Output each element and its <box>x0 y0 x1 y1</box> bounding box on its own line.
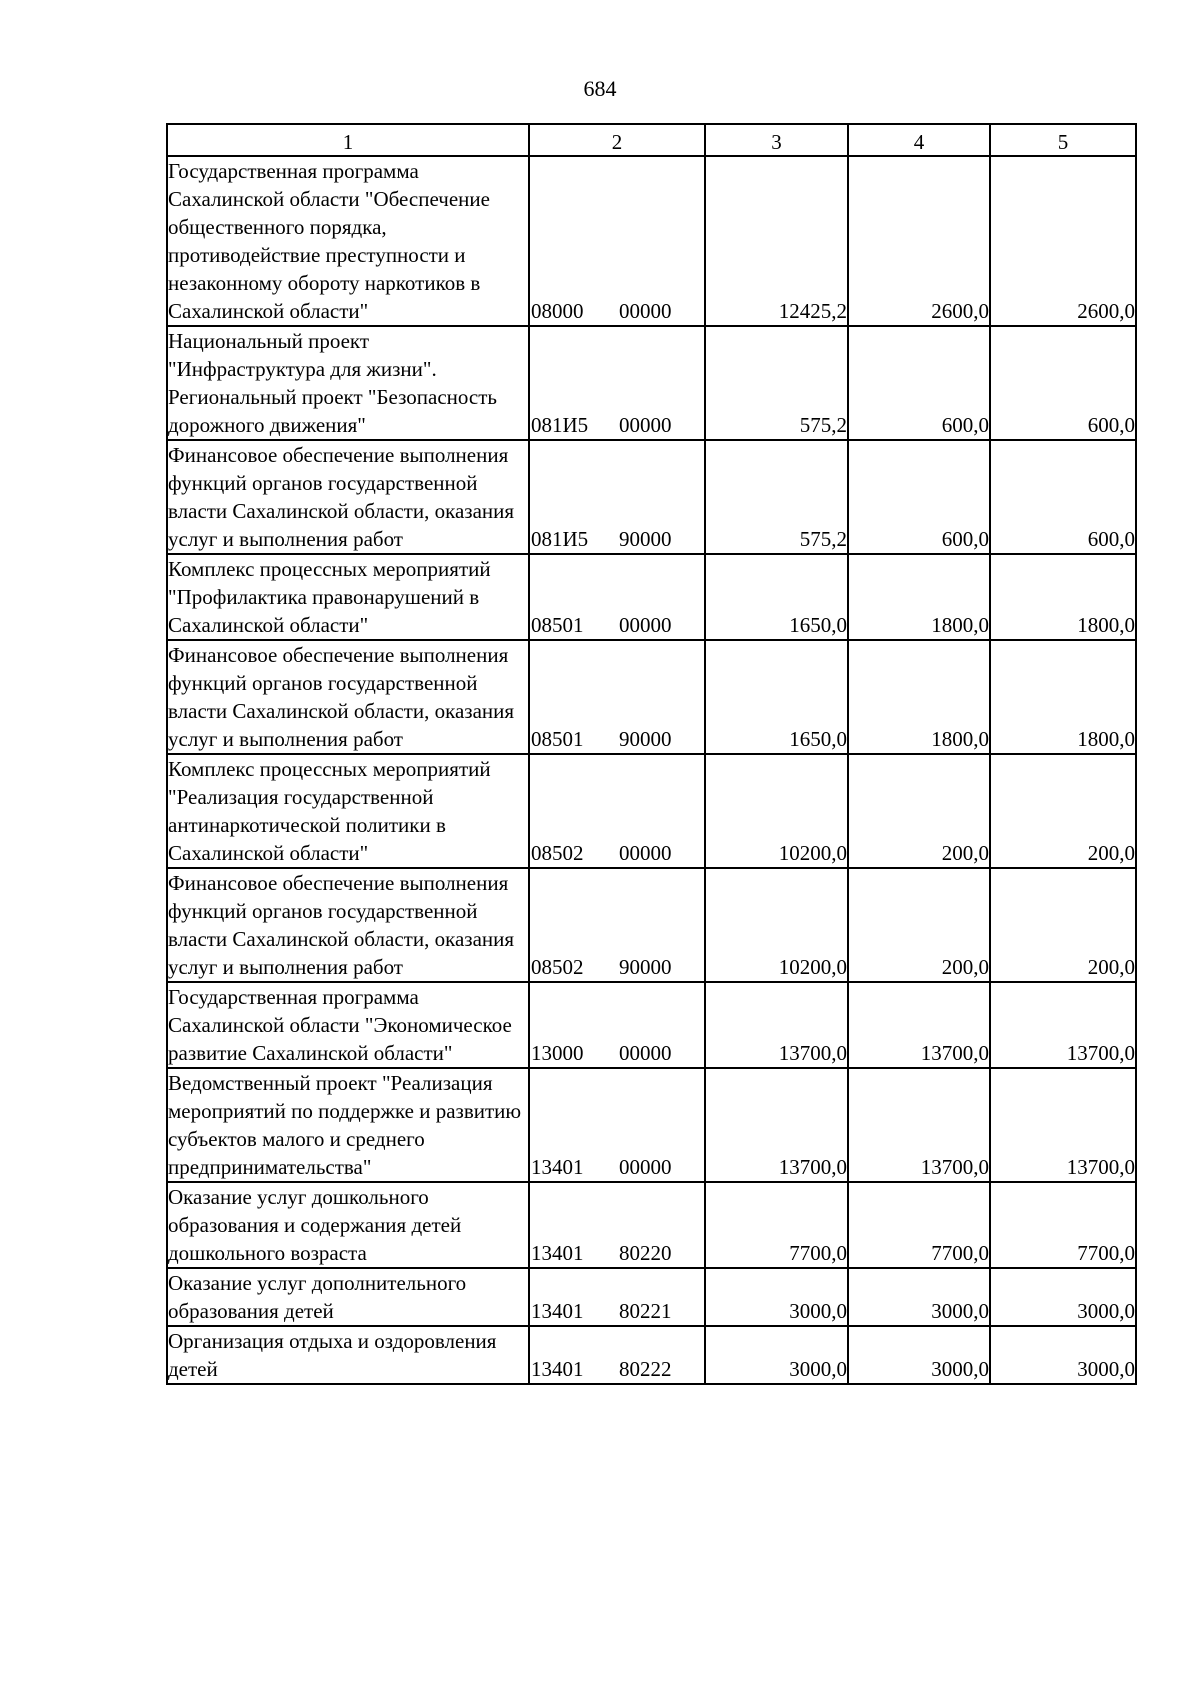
value-col-3: 1650,0 <box>705 640 848 754</box>
value-col-4: 200,0 <box>848 868 990 982</box>
table-row <box>167 1068 1136 1182</box>
program-code: 13401 <box>531 1241 584 1265</box>
program-code: 08501 <box>531 613 584 637</box>
expense-code: 90000 <box>619 955 672 979</box>
program-code: 13401 <box>531 1299 584 1323</box>
value-col-4: 1800,0 <box>848 554 990 640</box>
row-code <box>529 156 705 326</box>
value-col-3: 7700,0 <box>705 1182 848 1268</box>
row-name: Оказание услуг дополнительного образования детей <box>167 1268 529 1326</box>
value-col-4: 3000,0 <box>848 1326 990 1384</box>
table-row <box>167 640 1136 754</box>
row-code <box>529 1068 705 1182</box>
expense-code: 80222 <box>619 1357 672 1381</box>
value-col-3: 575,2 <box>705 440 848 554</box>
program-code: 08000 <box>531 299 584 323</box>
expense-code: 00000 <box>619 613 672 637</box>
value-col-5: 600,0 <box>990 326 1136 440</box>
expense-code: 80220 <box>619 1241 672 1265</box>
table-row <box>167 1268 1136 1326</box>
value-col-5: 600,0 <box>990 440 1136 554</box>
expense-code: 00000 <box>619 299 672 323</box>
value-col-5: 200,0 <box>990 754 1136 868</box>
value-col-4: 7700,0 <box>848 1182 990 1268</box>
row-code <box>529 754 705 868</box>
table-row <box>167 156 1136 326</box>
row-name: Национальный проект "Инфраструктура для жизни". Региональный проект "Безопасность дорожного движения" <box>167 326 529 440</box>
row-code <box>529 554 705 640</box>
value-col-5: 2600,0 <box>990 156 1136 326</box>
row-code <box>529 440 705 554</box>
expense-code: 00000 <box>619 841 672 865</box>
header-col-1: 1 <box>167 124 529 156</box>
row-name: Организация отдыха и оздоровления детей <box>167 1326 529 1384</box>
row-code <box>529 1268 705 1326</box>
value-col-4: 1800,0 <box>848 640 990 754</box>
row-code <box>529 1326 705 1384</box>
table-row <box>167 754 1136 868</box>
expense-code: 80221 <box>619 1299 672 1323</box>
value-col-4: 600,0 <box>848 440 990 554</box>
value-col-5: 13700,0 <box>990 982 1136 1068</box>
program-code: 08502 <box>531 841 584 865</box>
value-col-4: 3000,0 <box>848 1268 990 1326</box>
value-col-5: 7700,0 <box>990 1182 1136 1268</box>
program-code: 08502 <box>531 955 584 979</box>
header-col-5: 5 <box>990 124 1136 156</box>
row-name: Финансовое обеспечение выполнения функций органов государственной власти Сахалинской области, оказания услуг и выполнения работ <box>167 868 529 982</box>
table-row <box>167 440 1136 554</box>
program-code: 081И5 <box>531 413 589 437</box>
value-col-5: 3000,0 <box>990 1326 1136 1384</box>
value-col-3: 13700,0 <box>705 982 848 1068</box>
value-col-5: 200,0 <box>990 868 1136 982</box>
value-col-3: 575,2 <box>705 326 848 440</box>
page-number: 684 <box>583 76 617 101</box>
row-code <box>529 640 705 754</box>
value-col-3: 10200,0 <box>705 868 848 982</box>
expense-code: 90000 <box>619 527 672 551</box>
table-row <box>167 1182 1136 1268</box>
header-row <box>167 124 1136 156</box>
header-col-3: 3 <box>705 124 848 156</box>
header-col-2: 2 <box>529 124 705 156</box>
row-code <box>529 326 705 440</box>
value-col-3: 12425,2 <box>705 156 848 326</box>
table-row <box>167 554 1136 640</box>
program-code: 08501 <box>531 727 584 751</box>
value-col-3: 1650,0 <box>705 554 848 640</box>
budget-table <box>166 123 1137 1385</box>
value-col-4: 600,0 <box>848 326 990 440</box>
row-code <box>529 1182 705 1268</box>
value-col-5: 1800,0 <box>990 640 1136 754</box>
table-row <box>167 326 1136 440</box>
header-col-4: 4 <box>848 124 990 156</box>
value-col-5: 3000,0 <box>990 1268 1136 1326</box>
expense-code: 90000 <box>619 727 672 751</box>
value-col-5: 13700,0 <box>990 1068 1136 1182</box>
row-code <box>529 982 705 1068</box>
program-code: 13000 <box>531 1041 584 1065</box>
expense-code: 00000 <box>619 1155 672 1179</box>
table-row <box>167 868 1136 982</box>
value-col-3: 3000,0 <box>705 1268 848 1326</box>
row-name: Финансовое обеспечение выполнения функций органов государственной власти Сахалинской области, оказания услуг и выполнения работ <box>167 640 529 754</box>
table-row <box>167 982 1136 1068</box>
row-name: Ведомственный проект "Реализация мероприятий по поддержке и развитию субъектов малого и среднего предпринимательства" <box>167 1068 529 1182</box>
value-col-3: 3000,0 <box>705 1326 848 1384</box>
expense-code: 00000 <box>619 413 672 437</box>
expense-code: 00000 <box>619 1041 672 1065</box>
program-code: 13401 <box>531 1155 584 1179</box>
row-name: Государственная программа Сахалинской области "Обеспечение общественного порядка, противодействие преступности и незаконному обороту наркотиков в Сахалинской области" <box>167 156 529 326</box>
row-name: Комплекс процессных мероприятий "Реализация государственной антинаркотической политики в Сахалинской области" <box>167 754 529 868</box>
value-col-3: 10200,0 <box>705 754 848 868</box>
row-name: Оказание услуг дошкольного образования и содержания детей дошкольного возраста <box>167 1182 529 1268</box>
row-name: Финансовое обеспечение выполнения функций органов государственной власти Сахалинской области, оказания услуг и выполнения работ <box>167 440 529 554</box>
program-code: 13401 <box>531 1357 584 1381</box>
value-col-3: 13700,0 <box>705 1068 848 1182</box>
row-name: Государственная программа Сахалинской области "Экономическое развитие Сахалинской области" <box>167 982 529 1068</box>
row-name: Комплекс процессных мероприятий "Профилактика правонарушений в Сахалинской области" <box>167 554 529 640</box>
value-col-4: 2600,0 <box>848 156 990 326</box>
value-col-4: 13700,0 <box>848 1068 990 1182</box>
value-col-4: 13700,0 <box>848 982 990 1068</box>
row-code <box>529 868 705 982</box>
value-col-5: 1800,0 <box>990 554 1136 640</box>
value-col-4: 200,0 <box>848 754 990 868</box>
program-code: 081И5 <box>531 527 589 551</box>
table-row <box>167 1326 1136 1384</box>
